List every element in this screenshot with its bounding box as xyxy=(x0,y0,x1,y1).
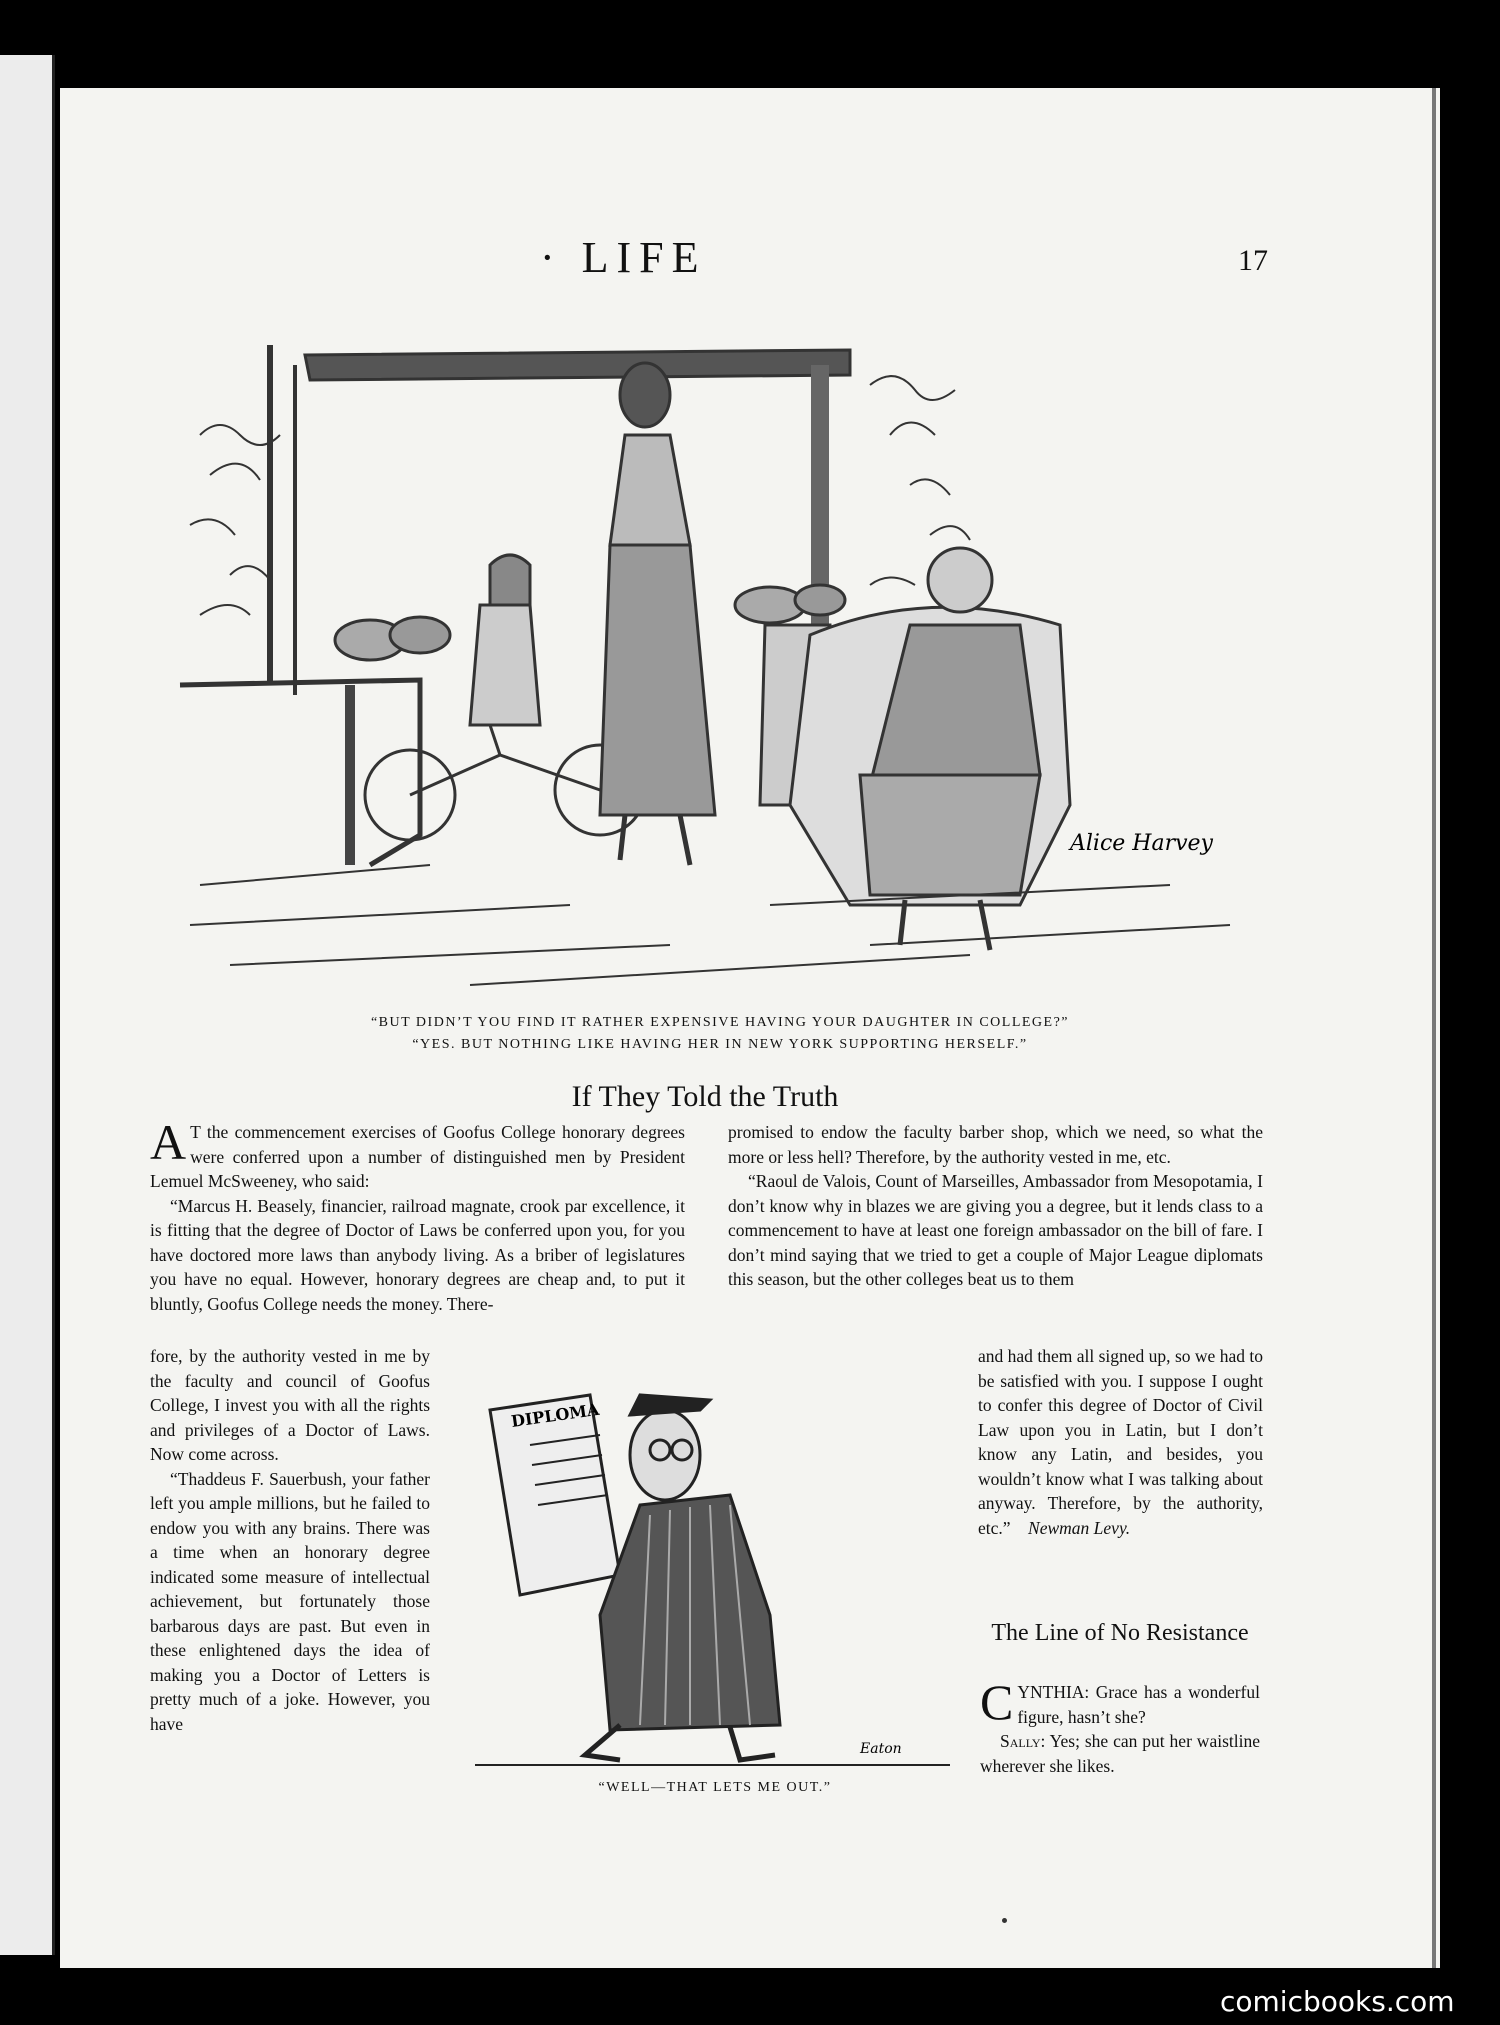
drop-cap: A xyxy=(150,1114,187,1170)
page-edge-shadow xyxy=(1432,88,1436,1968)
cartoon-caption: “WELL—THAT LETS ME OUT.” xyxy=(598,1780,832,1795)
cartoon-caption xyxy=(260,1012,1180,1056)
article-column-right-top xyxy=(728,1120,1263,1292)
facing-page-edge xyxy=(0,55,55,1955)
drop-cap: C xyxy=(980,1674,1014,1730)
diploma-label: DIPLOMA xyxy=(509,1399,601,1431)
artist-signature: Alice Harvey xyxy=(1070,831,1213,856)
print-speck xyxy=(1002,1918,1007,1923)
article-column-left-bottom xyxy=(150,1344,430,1736)
author-byline: Newman Levy. xyxy=(1028,1517,1131,1538)
article-title: If They Told the Truth xyxy=(571,1080,839,1113)
paragraph: “Marcus H. Beasely, financier, railroad magnate, crook par excellence, it is fitting that the degree of Doctor of Laws be conferred upon you, for you have doctored more laws than anybody living. As a briber of legislatures you have no equal. However, honorary degrees are cheap and, to put it bluntly, Goofus College needs the money. There- xyxy=(150,1195,685,1314)
artist-signature: Eaton xyxy=(860,1741,902,1757)
dialogue-line: Sally: Yes; she can put her waistline wherever she likes. xyxy=(980,1731,1260,1776)
dialogue-line: CYNTHIA: Grace has a wonderful figure, hasn’t she? xyxy=(980,1674,1260,1730)
caption-line-2: “YES. BUT NOTHING LIKE HAVING HER IN NEW YORK SUPPORTING HERSELF.” xyxy=(412,1037,1028,1052)
site-watermark: comicbooks.com xyxy=(1220,1985,1455,2018)
page-number: 17 xyxy=(1238,244,1268,277)
cartoon-illustration-graduate xyxy=(470,1355,960,1775)
caption-line-1: “BUT DIDN’T YOU FIND IT RATHER EXPENSIVE HAVING YOUR DAUGHTER IN COLLEGE?” xyxy=(370,1015,1070,1030)
paragraph: A T the commencement exercises of Goofus College honorary degrees were conferred upon a number of distinguished men by President Lemuel McSweeney, who said: xyxy=(150,1114,685,1191)
paragraph: promised to endow the faculty barber shop, which we need, so what the more or less hell? Therefore, by the authority vested in me, etc. xyxy=(728,1122,1263,1167)
paragraph: “Raoul de Valois, Count of Marseilles, Ambassador from Mesopotamia, I don’t know why in blazes we are giving you a degree, but it lends class to a commencement to have at least one foreign ambassador on the bill of fare. I don’t mind saying that we tried to get a couple of Major League diplomats this season, but the other colleges beat us to them xyxy=(728,1171,1263,1289)
paragraph: “Thaddeus F. Sauerbush, your father left you ample millions, but he failed to endow you with any brains. There was a time when an honorary degree indicated some measure of intellectual achievement, but fortunately those barbarous days are past. But even in these enlightened days the idea of making you a Doctor of Letters is pretty much of a joke. However, you have xyxy=(150,1468,430,1734)
speaker-name: Sally xyxy=(1000,1731,1041,1751)
article-2-text xyxy=(980,1674,1260,1778)
magazine-masthead: · LIFE xyxy=(540,233,707,282)
paragraph: and had them all signed up, so we had to be satisfied with you. I suppose I ought to confer this degree of Doctor of Civil Law upon you in Latin, but I don’t know any Latin, and besides, you wouldn’t know what I was talking about anyway. Therefore, by the authority, etc.” Newman Levy. xyxy=(978,1346,1263,1538)
article-column-right-bottom xyxy=(978,1344,1263,1540)
article-column-left-top xyxy=(150,1114,685,1316)
article-title-2: The Line of No Resistance xyxy=(991,1620,1249,1646)
cartoon-illustration-mother-daughter xyxy=(170,305,1240,1005)
paragraph: fore, by the authority vested in me by the faculty and council of Goofus College, I invest you with all the rights and privileges of a Doctor of Laws. Now come across. xyxy=(150,1346,430,1464)
